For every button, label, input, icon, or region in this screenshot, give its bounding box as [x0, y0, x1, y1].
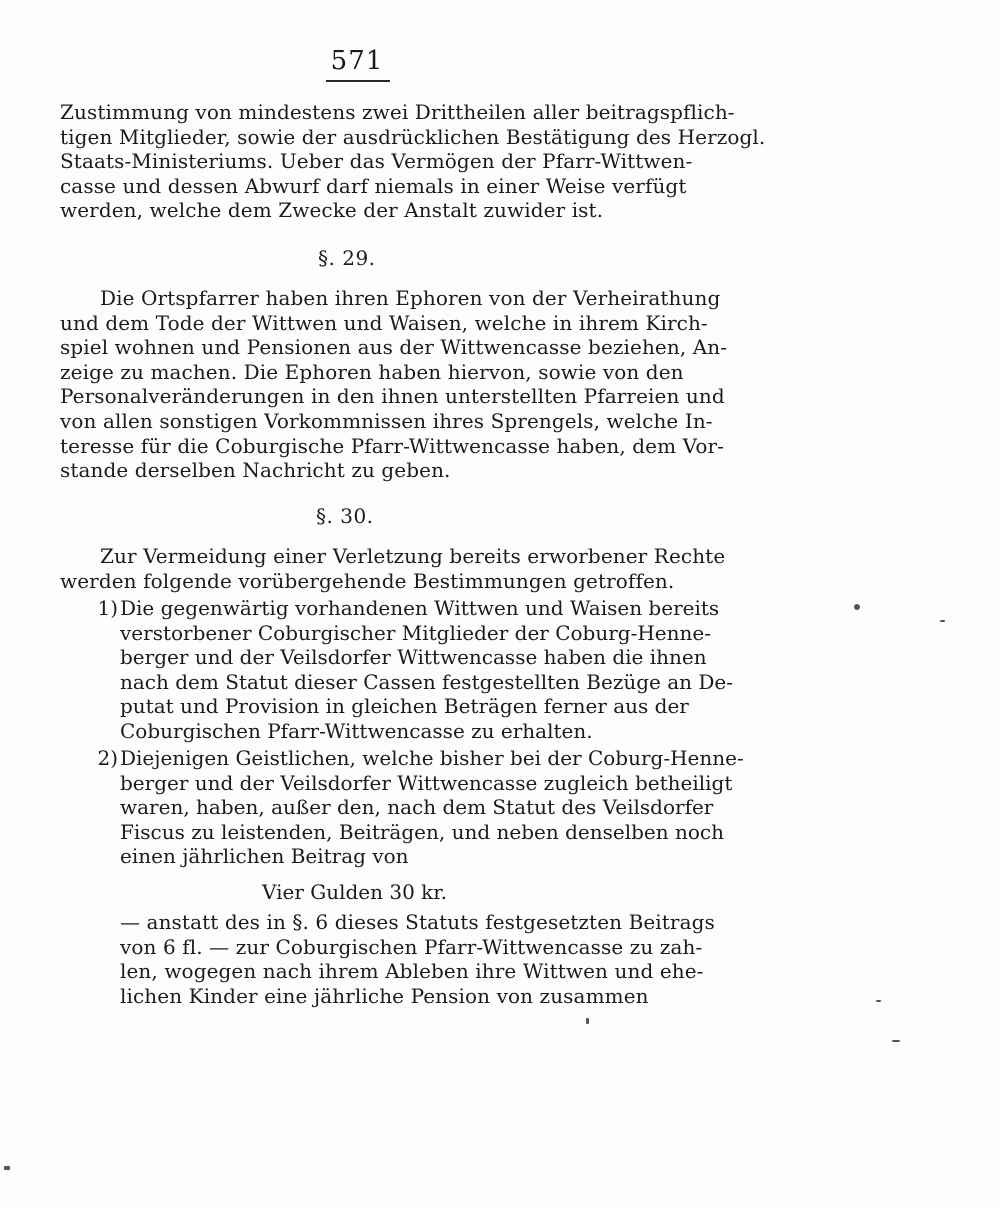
scan-speck — [854, 604, 860, 610]
scan-speck — [876, 1000, 881, 1002]
section-29-paragraph — [60, 286, 728, 483]
text-line: tigen Mitglieder, sowie der ausdrücklichen Bestätigung des Herzogl. — [60, 124, 766, 149]
text-line: Zustimmung von mindestens zwei Drittheilen aller beitragspflich- — [60, 100, 735, 124]
text-line: werden folgende vorübergehende Bestimmungen getroffen. — [60, 568, 675, 593]
centered-amount: Vier Gulden 30 kr. — [262, 880, 448, 904]
scan-speck — [4, 1166, 10, 1170]
text-line: verstorbener Coburgischer Mitglieder der Coburg-Henne- — [120, 620, 711, 645]
scan-speck — [940, 620, 945, 622]
list-item-body — [120, 746, 744, 869]
text-line: zeige zu machen. Die Ephoren haben hiervon, sowie von den — [60, 359, 684, 384]
text-line: berger und der Veilsdorfer Wittwencasse haben die ihnen — [120, 645, 707, 670]
page-number-rule — [326, 80, 390, 82]
text-line: lichen Kinder eine jährliche Pension von zusammen — [120, 983, 649, 1008]
text-line: Fiscus zu leistenden, Beiträgen, und neben denselben noch — [120, 819, 724, 844]
closing-paragraph — [120, 910, 715, 1008]
text-line: spiel wohnen und Pensionen aus der Wittwencasse beziehen, An- — [60, 335, 728, 360]
page-number: 571 — [330, 46, 384, 76]
list-item — [60, 596, 734, 746]
text-line: teresse für die Coburgische Pfarr-Wittwencasse haben, dem Vor- — [60, 433, 725, 458]
text-line: und dem Tode der Wittwen und Waisen, welche in ihrem Kirch- — [60, 310, 708, 335]
section-30-heading: §. 30. — [316, 504, 374, 528]
text-line: berger und der Veilsdorfer Wittwencasse zugleich betheiligt — [120, 770, 733, 795]
section-30-paragraph — [60, 544, 726, 593]
text-line: Coburgischen Pfarr-Wittwencasse zu erhalten. — [120, 718, 593, 743]
text-line: Personalveränderungen in den ihnen unterstellten Pfarreien und — [60, 384, 725, 409]
text-line: einen jährlichen Beitrag von — [120, 844, 409, 869]
scan-speck — [892, 1040, 900, 1042]
text-line: Zur Vermeidung einer Verletzung bereits erworbener Rechte — [100, 544, 726, 568]
text-line: — anstatt des in §. 6 dieses Statuts festgesetzten Beitrags — [120, 910, 715, 934]
intro-paragraph — [60, 100, 766, 223]
list-item — [60, 746, 744, 872]
text-line: casse und dessen Abwurf darf niemals in einer Weise verfügt — [60, 173, 687, 198]
text-line: von 6 fl. — zur Coburgischen Pfarr-Wittwencasse zu zah- — [120, 934, 703, 959]
text-line: Die Ortspfarrer haben ihren Ephoren von der Verheirathung — [100, 286, 721, 310]
text-line: Staats-Ministeriums. Ueber das Vermögen der Pfarr-Wittwen- — [60, 149, 693, 174]
text-line: waren, haben, außer den, nach dem Statut des Veilsdorfer — [120, 795, 714, 820]
scan-speck — [586, 1018, 589, 1024]
list-item-body — [120, 596, 734, 744]
text-line: werden, welche dem Zwecke der Anstalt zuwider ist. — [60, 198, 604, 223]
list-item-number: 2) — [97, 746, 118, 770]
text-line: len, wogegen nach ihrem Ableben ihre Wittwen und ehe- — [120, 959, 704, 984]
list-item-number: 1) — [97, 596, 118, 620]
text-line: von allen sonstigen Vorkommnissen ihres Sprengels, welche In- — [60, 408, 713, 433]
text-line: Diejenigen Geistlichen, welche bisher bei der Coburg-Henne- — [120, 746, 744, 770]
text-line: putat und Provision in gleichen Beträgen ferner aus der — [120, 694, 689, 719]
text-line: nach dem Statut dieser Cassen festgestellten Bezüge an De- — [120, 669, 734, 694]
section-29-heading: §. 29. — [318, 246, 376, 270]
text-line: Die gegenwärtig vorhandenen Wittwen und Waisen bereits — [120, 596, 720, 620]
text-line: stande derselben Nachricht zu geben. — [60, 458, 451, 483]
